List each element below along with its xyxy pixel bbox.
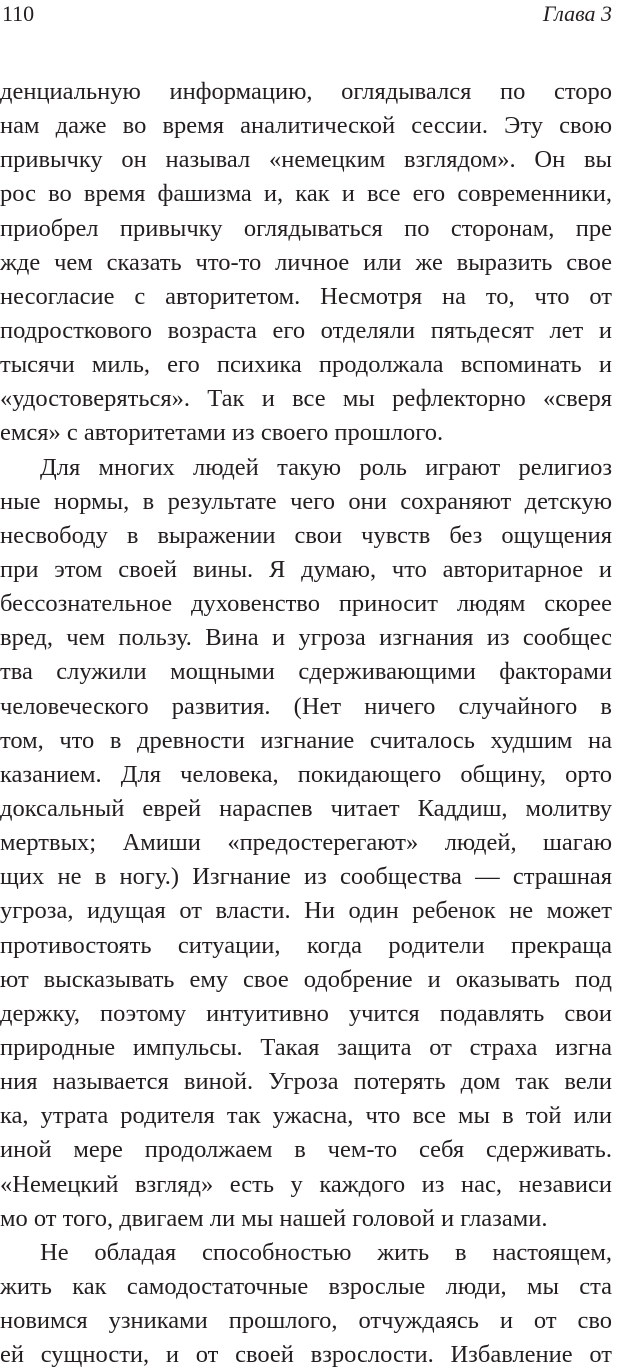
text-line: «удостоверяться». Так и все мы рефлекторно «сверя [0,385,612,413]
text-line: ния называется виной. Угроза потерять дом так вели [0,1068,612,1096]
text-line: привычку он называл «немецким взглядом». Он вы [0,146,612,174]
text-line: подросткового возраста его отделяли пятьдесят лет и [0,316,612,344]
text-line: щих не в ногу.) Изгнание из сообщества — страшная [0,863,612,891]
text-line: жить как самодостаточные взрослые люди, мы ста [0,1272,612,1300]
paragraph [0,451,612,1236]
text-line: несвободу в выражении свои чувств без ощущения [0,521,612,549]
chapter-title: Глава 3 [542,1,612,26]
text-line: человеческого развития. (Нет ничего случайного в [0,692,612,720]
text-line: ные нормы, в результате чего они сохраняют детскую [0,487,612,515]
page-header [0,0,620,30]
text-line: держку, поэтому интуитивно учится подавлять свои [0,999,612,1027]
text-line: несогласие с авторитетом. Несмотря на то, что от [0,282,612,310]
text-line: при этом своей вины. Я думаю, что авторитарное и [0,555,612,583]
text-line: вред, чем пользу. Вина и угроза изгнания из сообщес [0,624,612,652]
text-line: том, что в древности изгнание считалось худшим на [0,726,612,754]
text-line: приобрел привычку оглядываться по сторонам, пре [0,214,612,242]
text-line: ка, утрата родителя так ужасна, что все мы в той или [0,1102,612,1130]
text-line: казанием. Для человека, покидающего общину, орто [0,760,612,788]
text-line: рос во время фашизма и, как и все его современники, [0,180,612,208]
text-line: тва служили мощными сдерживающими факторами [0,658,612,686]
text-line: противостоять ситуации, когда родители прекраща [0,931,612,959]
text-line: мо от того, двигаем ли мы нашей головой и глазами. [0,1204,548,1232]
text-line: бессознательное духовенство приносит людям скорее [0,590,612,618]
text-line: ют высказывать ему свое одобрение и оказывать под [0,965,612,993]
paragraph [0,75,612,451]
text-line: Не обладая способностью жить в настоящем, [40,1238,612,1266]
text-line: денциальную информацию, оглядывался по сторо [0,78,612,105]
text-line: емся» с авторитетами из своего прошлого. [0,419,444,447]
page-number: 110 [2,1,35,26]
text-line: новимся узниками прошлого, отчуждаясь и от сво [0,1307,612,1335]
text-line: угроза, идущая от власти. Ни один ребенок не может [0,897,612,925]
text-line: «Немецкий взгляд» есть у каждого из нас, независи [0,1170,612,1198]
text-line: тысячи миль, его психика продолжала вспоминать и [0,351,612,379]
text-line: доксальный еврей нараспев читает Каддиш, молитву [0,794,612,822]
text-line: иной мере продолжаем в чем-то себя сдерживать. [0,1136,612,1164]
paragraph [0,1236,612,1372]
text-line: Для многих людей такую роль играют религиоз [40,453,612,481]
text-line: нам даже во время аналитической сессии. Эту свою [0,112,612,140]
text-line: ей сущности, и от своей взрослости. Избавление от [0,1341,612,1369]
text-line: мертвых; Амиши «предостерегают» людей, шагаю [0,829,612,857]
text-line: жде чем сказать что-то личное или же выразить свое [0,248,612,276]
text-line: природные импульсы. Такая защита от страха изгна [0,1033,612,1061]
body-text [0,75,612,1372]
